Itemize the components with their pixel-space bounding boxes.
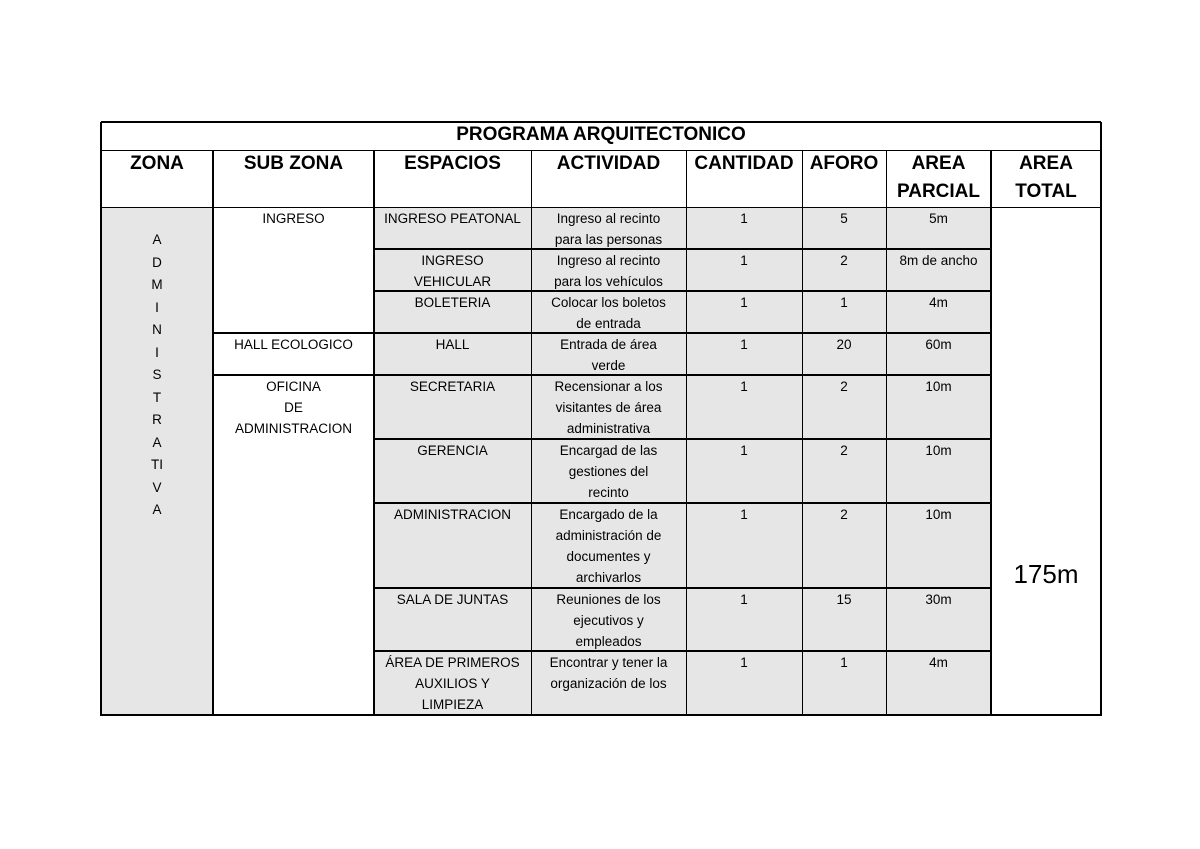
actividad-cell <box>531 375 686 439</box>
table-rule <box>101 121 1101 123</box>
header-actividad: ACTIVIDAD <box>556 153 661 174</box>
espacio-cell <box>374 333 531 375</box>
espacio-line: ÁREA DE PRIMEROS <box>385 655 520 670</box>
table-rule <box>686 150 687 715</box>
espacio-line: INGRESO <box>421 253 484 268</box>
espacio-cell <box>374 439 531 503</box>
area-total-cell: 175m <box>1013 559 1079 589</box>
subzona-cell <box>213 375 374 715</box>
actividad-cell <box>531 207 686 249</box>
actividad-cell <box>531 439 686 503</box>
area-parcial-cell: 8m de ancho <box>886 249 991 291</box>
table-rule <box>531 150 532 715</box>
espacio-line: SALA DE JUNTAS <box>396 592 509 607</box>
espacio-line: GERENCIA <box>417 443 488 458</box>
espacio-cell <box>374 375 531 439</box>
header-area-total <box>991 150 1101 207</box>
actividad-line: recinto <box>588 485 629 500</box>
subzona-cell <box>213 333 374 375</box>
actividad-line: verde <box>591 358 626 373</box>
header-aforo: AFORO <box>809 153 879 174</box>
aforo-cell: 2 <box>802 375 886 439</box>
zona-cell: ADMINISTRATIVA <box>101 207 213 715</box>
actividad-line: Entrada de área <box>560 337 657 352</box>
cantidad-cell: 1 <box>686 588 802 651</box>
actividad-cell <box>531 651 686 715</box>
table-rule <box>990 150 992 715</box>
actividad-line: empleados <box>575 634 642 649</box>
espacio-line: SECRETARIA <box>409 379 496 394</box>
table-title: PROGRAMA ARQUITECTONICO <box>456 124 746 145</box>
table-rule <box>1100 122 1102 716</box>
cantidad-cell: 1 <box>686 439 802 503</box>
actividad-line: para los vehículos <box>554 274 663 289</box>
header-sub-zona: SUB ZONA <box>243 153 344 174</box>
actividad-line: Ingreso al recinto <box>556 211 661 226</box>
actividad-cell <box>531 588 686 651</box>
espacio-cell <box>374 651 531 715</box>
table-rule <box>374 248 991 250</box>
table-rule <box>374 290 991 292</box>
table-rule <box>886 150 887 715</box>
actividad-cell <box>531 333 686 375</box>
actividad-line: gestiones del <box>568 464 649 479</box>
area-parcial-cell: 5m <box>886 207 991 249</box>
subzona-line: HALL ECOLOGICO <box>234 337 353 352</box>
espacio-line: ADMINISTRACION <box>393 507 511 522</box>
aforo-cell: 2 <box>802 249 886 291</box>
aforo-cell: 2 <box>802 503 886 588</box>
area-parcial-cell: 60m <box>886 333 991 375</box>
cantidad-cell: 1 <box>686 333 802 375</box>
actividad-line: Recensionar a los <box>554 379 663 394</box>
table-rule <box>101 714 1102 716</box>
espacio-cell <box>374 291 531 333</box>
cantidad-cell: 1 <box>686 651 802 715</box>
table-rule <box>374 587 991 589</box>
espacio-cell <box>374 503 531 588</box>
header-espacios: ESPACIOS <box>404 153 501 174</box>
table-rule <box>213 374 991 376</box>
espacio-cell <box>374 249 531 291</box>
aforo-cell: 1 <box>802 291 886 333</box>
cantidad-cell: 1 <box>686 503 802 588</box>
espacio-cell <box>374 207 531 249</box>
subzona-line: DE <box>284 400 303 415</box>
cantidad-cell: 1 <box>686 207 802 249</box>
actividad-line: administrativa <box>566 421 651 436</box>
table-rule <box>374 650 991 652</box>
actividad-line: administración de <box>555 528 662 543</box>
espacio-cell <box>374 588 531 651</box>
subzona-line: INGRESO <box>262 211 325 226</box>
table-rule <box>373 150 375 715</box>
area-parcial-cell: 4m <box>886 651 991 715</box>
actividad-line: Reuniones de los <box>556 592 661 607</box>
area-parcial-cell: 4m <box>886 291 991 333</box>
actividad-line: archivarlos <box>575 570 642 585</box>
aforo-cell: 2 <box>802 439 886 503</box>
espacio-line: VEHICULAR <box>413 274 492 289</box>
actividad-line: Encargado de la <box>559 507 658 522</box>
header-cantidad: CANTIDAD <box>694 153 794 174</box>
actividad-line: de entrada <box>576 316 641 331</box>
cantidad-cell: 1 <box>686 249 802 291</box>
espacio-line: BOLETERIA <box>414 295 491 310</box>
actividad-line: para las personas <box>554 232 663 247</box>
area-parcial-cell: 10m <box>886 439 991 503</box>
actividad-line: Encontrar y tener la <box>549 655 668 670</box>
table-rule <box>374 502 991 504</box>
table-rule <box>212 150 214 715</box>
aforo-cell: 1 <box>802 651 886 715</box>
header-line: TOTAL <box>1015 181 1077 202</box>
subzona-line: OFICINA <box>266 379 321 394</box>
actividad-line: documentes y <box>566 549 651 564</box>
actividad-line: visitantes de área <box>555 400 662 415</box>
aforo-cell: 15 <box>802 588 886 651</box>
table-rule <box>213 332 991 334</box>
area-parcial-cell: 10m <box>886 503 991 588</box>
header-line: AREA <box>911 153 966 174</box>
actividad-cell <box>531 249 686 291</box>
espacio-line: INGRESO PEATONAL <box>384 211 521 226</box>
table-rule <box>101 150 1101 151</box>
aforo-cell: 5 <box>802 207 886 249</box>
table-rule <box>802 150 803 715</box>
header-area-parcial <box>886 150 991 207</box>
actividad-cell <box>531 291 686 333</box>
espacio-line: LIMPIEZA <box>421 697 484 712</box>
cantidad-cell: 1 <box>686 291 802 333</box>
area-parcial-cell: 10m <box>886 375 991 439</box>
actividad-line: ejecutivos y <box>573 613 644 628</box>
cantidad-cell: 1 <box>686 375 802 439</box>
area-parcial-cell: 30m <box>886 588 991 651</box>
actividad-line: Ingreso al recinto <box>556 253 661 268</box>
actividad-line: organización de los <box>550 676 667 691</box>
actividad-line: Colocar los boletos <box>551 295 666 310</box>
table-rule <box>101 207 1101 208</box>
header-line: PARCIAL <box>896 181 981 202</box>
table-rule <box>374 438 991 440</box>
table-rule <box>100 122 102 716</box>
header-line: AREA <box>1019 153 1073 174</box>
actividad-line: Encargad de las <box>559 443 658 458</box>
subzona-cell <box>213 207 374 333</box>
actividad-cell <box>531 503 686 588</box>
aforo-cell: 20 <box>802 333 886 375</box>
subzona-line: ADMINISTRACION <box>234 421 352 436</box>
espacio-line: AUXILIOS Y <box>415 676 490 691</box>
header-zona: ZONA <box>130 153 184 174</box>
espacio-line: HALL <box>435 337 470 352</box>
